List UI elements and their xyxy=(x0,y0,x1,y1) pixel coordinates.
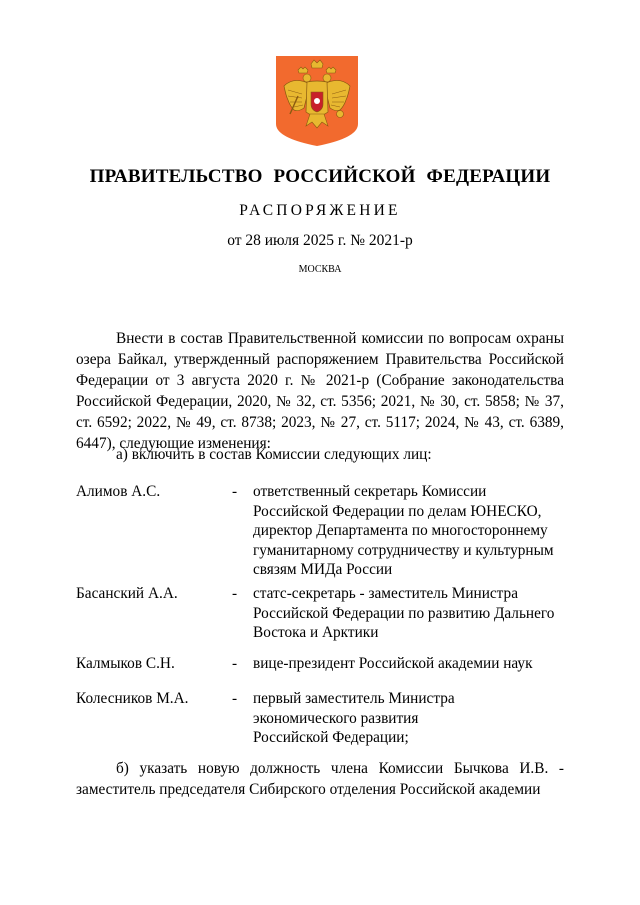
member-name: Алимов А.С. xyxy=(76,483,161,500)
position-line: гуманитарному сотрудничеству и культурным xyxy=(253,541,554,559)
position-line: первый заместитель Министра xyxy=(253,690,455,707)
member-name: Калмыков С.Н. xyxy=(76,655,175,672)
member-name: Басанский А.А. xyxy=(76,585,178,602)
member-position xyxy=(253,482,563,580)
item-a-text: а) включить в состав Комиссии следующих лиц: xyxy=(116,446,432,463)
position-line: Российской Федерации; xyxy=(253,729,409,746)
item-b-text: б) указать новую должность члена Комиссии Бычкова И.В. - заместитель председателя Сибирского отделения Российской академии xyxy=(76,760,564,798)
position-line: ответственный секретарь Комиссии xyxy=(253,483,487,500)
russian-coat-of-arms-icon xyxy=(276,56,358,146)
member-position xyxy=(253,654,563,674)
position-line: Востока и Арктики xyxy=(253,624,379,641)
member-dash: - xyxy=(232,483,238,500)
member-dash: - xyxy=(232,690,238,707)
document-date-number: от 28 июля 2025 г. № 2021-р xyxy=(227,232,413,249)
member-position xyxy=(253,584,563,643)
position-line: экономического развития xyxy=(253,709,419,727)
member-dash: - xyxy=(232,585,238,602)
member-position xyxy=(253,689,563,748)
document-type: РАСПОРЯЖЕНИЕ xyxy=(239,202,401,219)
position-line: Российской Федерации по развитию Дальнего xyxy=(253,604,555,622)
position-line: вице-президент Российской академии наук xyxy=(253,655,533,672)
position-line: связям МИДа России xyxy=(253,561,393,578)
government-title: ПРАВИТЕЛЬСТВО РОССИЙСКОЙ ФЕДЕРАЦИИ xyxy=(89,166,551,187)
position-line: статс-секретарь - заместитель Министра xyxy=(253,585,518,602)
position-line: директор Департамента по многостороннему xyxy=(253,522,548,539)
position-line: Российской Федерации по делам ЮНЕСКО, xyxy=(253,502,542,520)
member-name: Колесников М.А. xyxy=(76,690,189,707)
document-city: МОСКВА xyxy=(298,264,342,275)
member-dash: - xyxy=(232,655,238,672)
intro-paragraph xyxy=(76,328,564,454)
intro-text: Внести в состав Правительственной комиссии по вопросам охраны озера Байкал, утвержденный распоряжением Правительства Российской Федерации от 3 августа 2020 г. № 2021-р (Собрание законодательства Российской Федерации, 2020, № 32, ст. 5356; 2021, № 30, ст. 5858; № 37, ст. 6592; 2022, № 49, ст. 8738; 2023, № 27, ст. 5117; 2024, № 43, ст. 6389, 6447), следующие изменения: xyxy=(76,330,564,452)
item-b-paragraph xyxy=(76,758,564,800)
